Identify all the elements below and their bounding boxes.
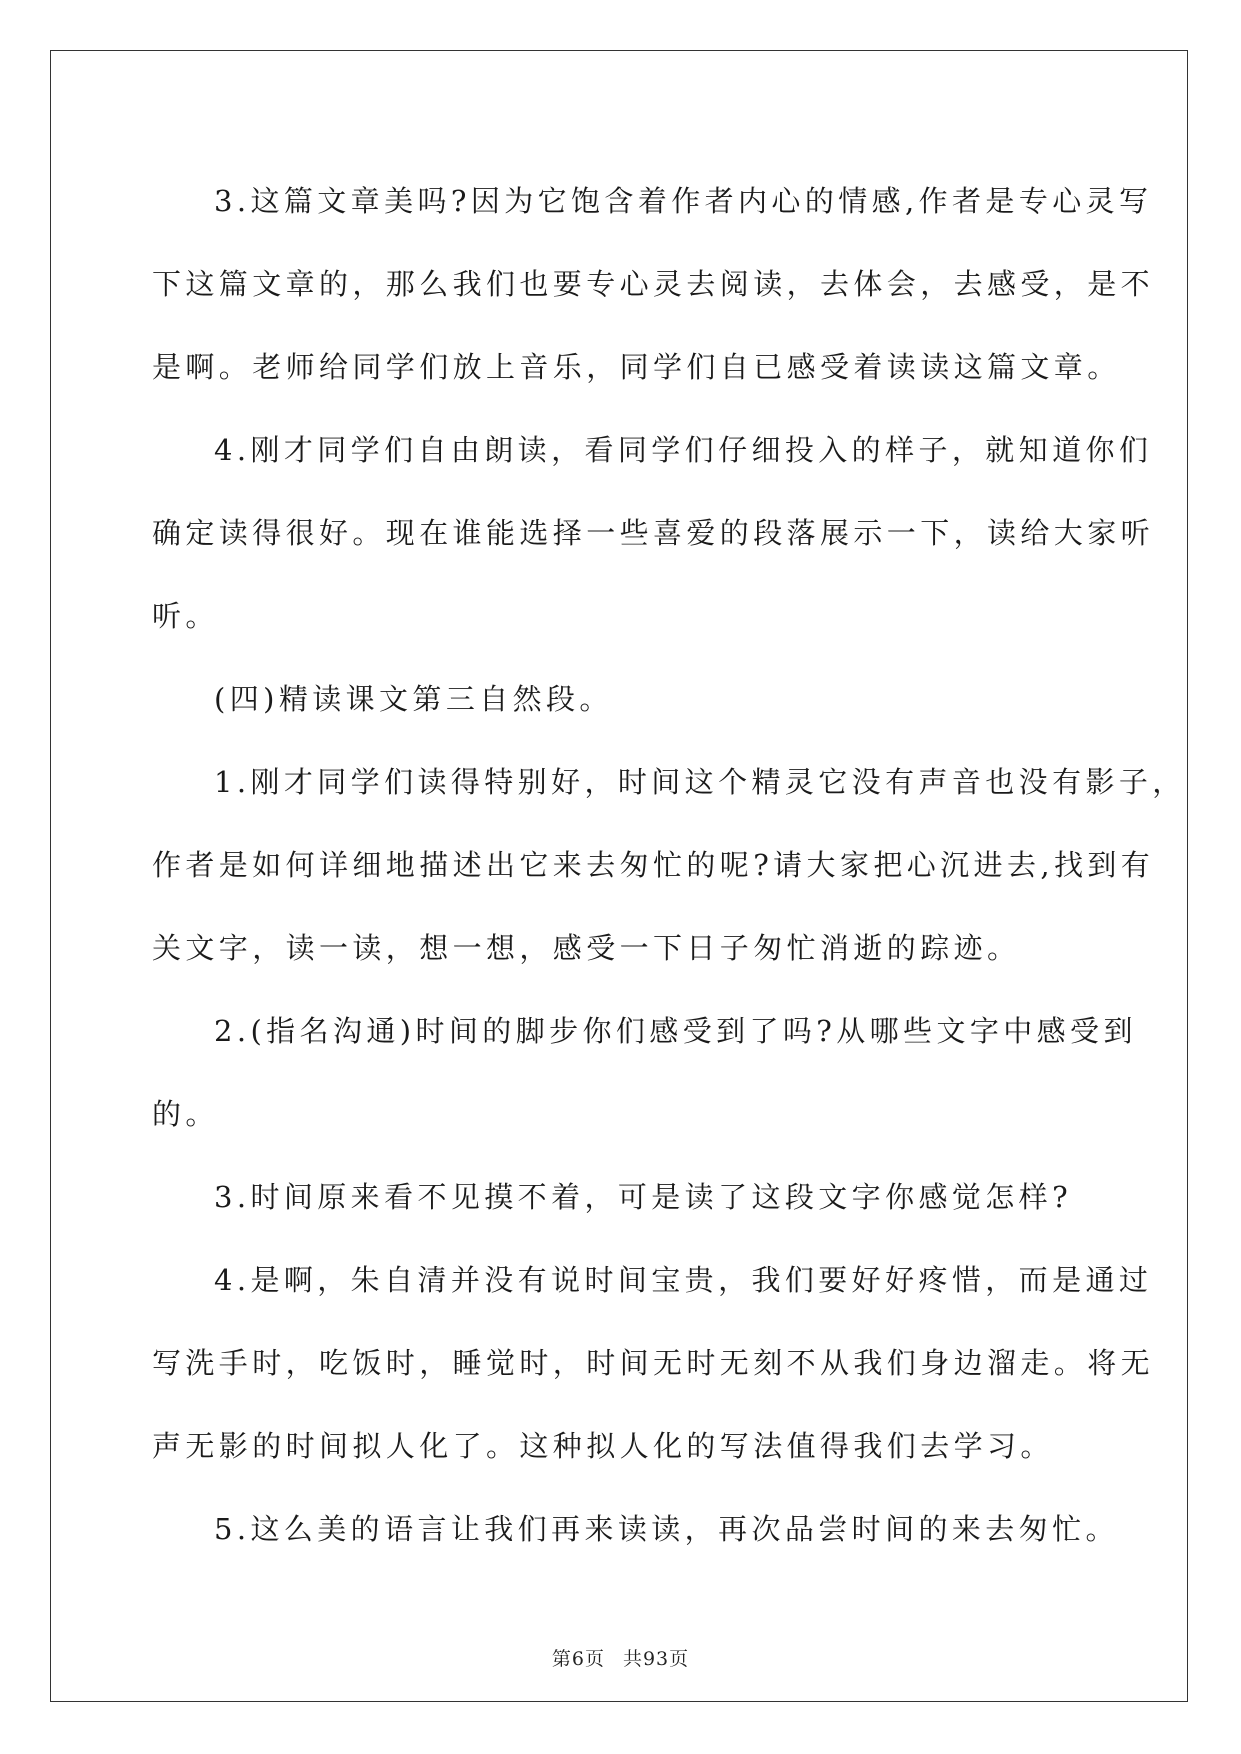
text-line: 2.(指名沟通)时间的脚步你们感受到了吗?从哪些文字中感受到 [214, 1014, 1137, 1048]
paragraph [152, 990, 1137, 1156]
paragraph [152, 1156, 1087, 1239]
paragraph [152, 1239, 1155, 1488]
text-line: 4.是啊，朱自清并没有说时间宝贵，我们要好好疼惜，而是通过 [214, 1263, 1153, 1297]
text-line: 确定读得很好。现在谁能选择一些喜爱的段落展示一下，读给大家听 [152, 516, 1155, 550]
text-line: 写洗手时，吃饭时，睡觉时，时间无时无刻不从我们身边溜走。将无 [152, 1346, 1155, 1380]
paragraph [152, 160, 1155, 409]
section-heading [152, 658, 1087, 741]
document-body [152, 160, 1186, 1571]
text-line: 3.这篇文章美吗?因为它饱含着作者内心的情感,作者是专心灵写 [214, 184, 1153, 218]
text-line: 的。 [152, 1097, 219, 1131]
text-line: 听。 [152, 599, 219, 633]
paragraph [152, 409, 1155, 658]
paragraph [152, 1488, 1119, 1571]
text-line: 声无影的时间拟人化了。这种拟人化的写法值得我们去学习。 [152, 1429, 1054, 1463]
text-line: 关文字，读一读，想一想，感受一下日子匆忙消逝的踪迹。 [152, 931, 1021, 965]
text-line: 1.刚才同学们读得特别好，时间这个精灵它没有声音也没有影子， [214, 765, 1186, 799]
total-pages-label: 共93页 [622, 1648, 690, 1670]
page-footer [0, 1644, 1241, 1671]
current-page-label: 第6页 [551, 1648, 605, 1670]
text-line: 5.这么美的语言让我们再来读读，再次品尝时间的来去匆忙。 [214, 1512, 1119, 1546]
text-line: 下这篇文章的，那么我们也要专心灵去阅读，去体会，去感受，是不 [152, 267, 1155, 301]
text-line: 3.时间原来看不见摸不着，可是读了这段文字你感觉怎样? [214, 1180, 1073, 1214]
paragraph [152, 741, 1186, 990]
text-line: 作者是如何详细地描述出它来去匆忙的呢?请大家把心沉进去,找到有 [152, 848, 1155, 882]
text-line: (四)精读课文第三自然段。 [214, 682, 613, 716]
text-line: 是啊。老师给同学们放上音乐，同学们自已感受着读读这篇文章。 [152, 350, 1121, 384]
text-line: 4.刚才同学们自由朗读，看同学们仔细投入的样子，就知道你们 [214, 433, 1153, 467]
